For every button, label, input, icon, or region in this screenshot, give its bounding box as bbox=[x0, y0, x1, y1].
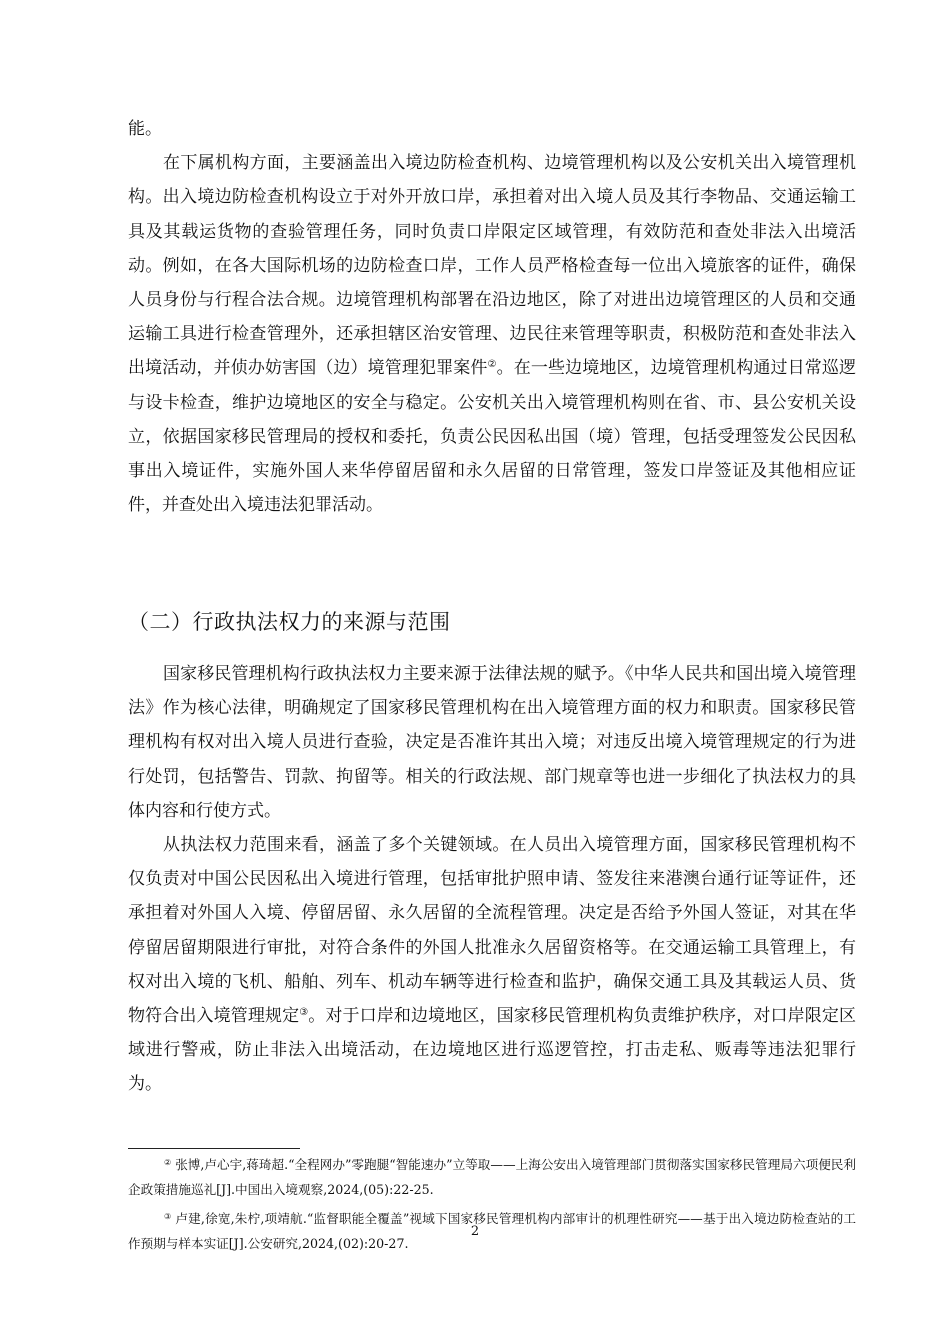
page-number: 2 bbox=[470, 1224, 480, 1239]
paragraph-text: 。在一些边境地区，边境管理机构通过日常巡逻与设卡检查，维护边境地区的安全与稳定。公安机关出入境管理机构则在省、市、县公安机关设立，依据国家移民管理局的授权和委托，负责公民因私出国（境）管理，包括受理签发公民因私事出入境证件，实施外国人来华停留居留和永久居留的日常管理，签发口岸签证及其他相应证件，并查处出入境违法犯罪活动。 bbox=[128, 358, 857, 516]
paragraph-power-scope bbox=[128, 828, 856, 1102]
paragraph-text: 。对于口岸和边境地区，国家移民管理机构负责维护秩序，对口岸限定区域进行警戒，防止非法入出境活动，在边境地区进行巡逻管控，打击走私、贩毒等违法犯罪行为。 bbox=[128, 1006, 857, 1095]
footnote-item bbox=[128, 1152, 856, 1202]
paragraph-subordinate-agencies bbox=[128, 146, 856, 522]
section-one-text bbox=[128, 112, 856, 522]
paragraph-power-source: 国家移民管理机构行政执法权力主要来源于法律法规的赋予。《中华人民共和国出境入境管理法》作为核心法律，明确规定了国家移民管理机构在出入境管理方面的权力和职责。国家移民管理机构有权对出入境人员进行查验，决定是否准许其出入境；对违反出境入境管理规定的行为进行处罚，包括警告、罚款、拘留等。相关的行政法规、部门规章等也进一步细化了执法权力的具体内容和行使方式。 bbox=[128, 664, 856, 821]
footnote-divider bbox=[128, 1148, 300, 1149]
footnote-marker: ② bbox=[164, 1158, 172, 1167]
paragraph-text: 从执法权力范围来看，涵盖了多个关键领域。在人员出入境管理方面，国家移民管理机构不仅负责对中国公民因私出入境进行管理，包括审批护照申请、签发往来港澳台通行证等证件，还承担着对外国人入境、停留居留、永久居留的全流程管理。决定是否给予外国人签证，对其在华停留居留期限进行审批，对符合条件的外国人批准永久居留资格等。在交通运输工具管理上，有权对出入境的飞机、船舶、列车、机动车辆等进行检查和监护，确保交通工具及其载运人员、货物符合出入境管理规定 bbox=[128, 835, 856, 1027]
paragraph-text: 在下属机构方面，主要涵盖出入境边防检查机构、边境管理机构以及公安机关出入境管理机构。出入境边防检查机构设立于对外开放口岸，承担着对出入境人员及其行李物品、交通运输工具及其载运货物的查验管理任务，同时负责口岸限定区域管理，有效防范和查处非法入出境活动。例如，在各大国际机场的边防检查口岸，工作人员严格检查每一位出入境旅客的证件，确保人员身份与行程合法合规。边境管理机构部署在沿边地区，除了对进出边境管理区的人员和交通运输工具进行检查管理外，还承担辖区治安管理、边民往来管理等职责，积极防范和查处非法入出境活动，并侦办妨害国（边）境管理犯罪案件 bbox=[128, 153, 856, 379]
footnote-marker: ③ bbox=[164, 1212, 172, 1221]
footnote-text: 卢建,徐宽,朱柠,项靖航.“监督职能全覆盖”视域下国家移民管理机构内部审计的机理性研究——基于出入境边防检查站的工作预期与样本实证[J].公安研究,2024,(02):20-27. bbox=[128, 1211, 857, 1251]
section-two-text bbox=[128, 657, 856, 1102]
paragraph-continuation: 能。 bbox=[128, 119, 162, 139]
footnotes bbox=[128, 1152, 856, 1260]
section-heading: （二）行政执法权力的来源与范围 bbox=[128, 610, 451, 634]
footnote-ref-3[interactable]: ③ bbox=[299, 1007, 309, 1019]
footnote-text: 张博,卢心宇,蒋琦超.“全程网办”零跑腿“智能速办”立等取——上海公安出入境管理部门贯彻落实国家移民管理局六项便民利企政策措施巡礼[J].中国出入境观察,2024,(05):22-25. bbox=[128, 1157, 856, 1197]
footnote-ref-2[interactable]: ② bbox=[487, 359, 497, 371]
